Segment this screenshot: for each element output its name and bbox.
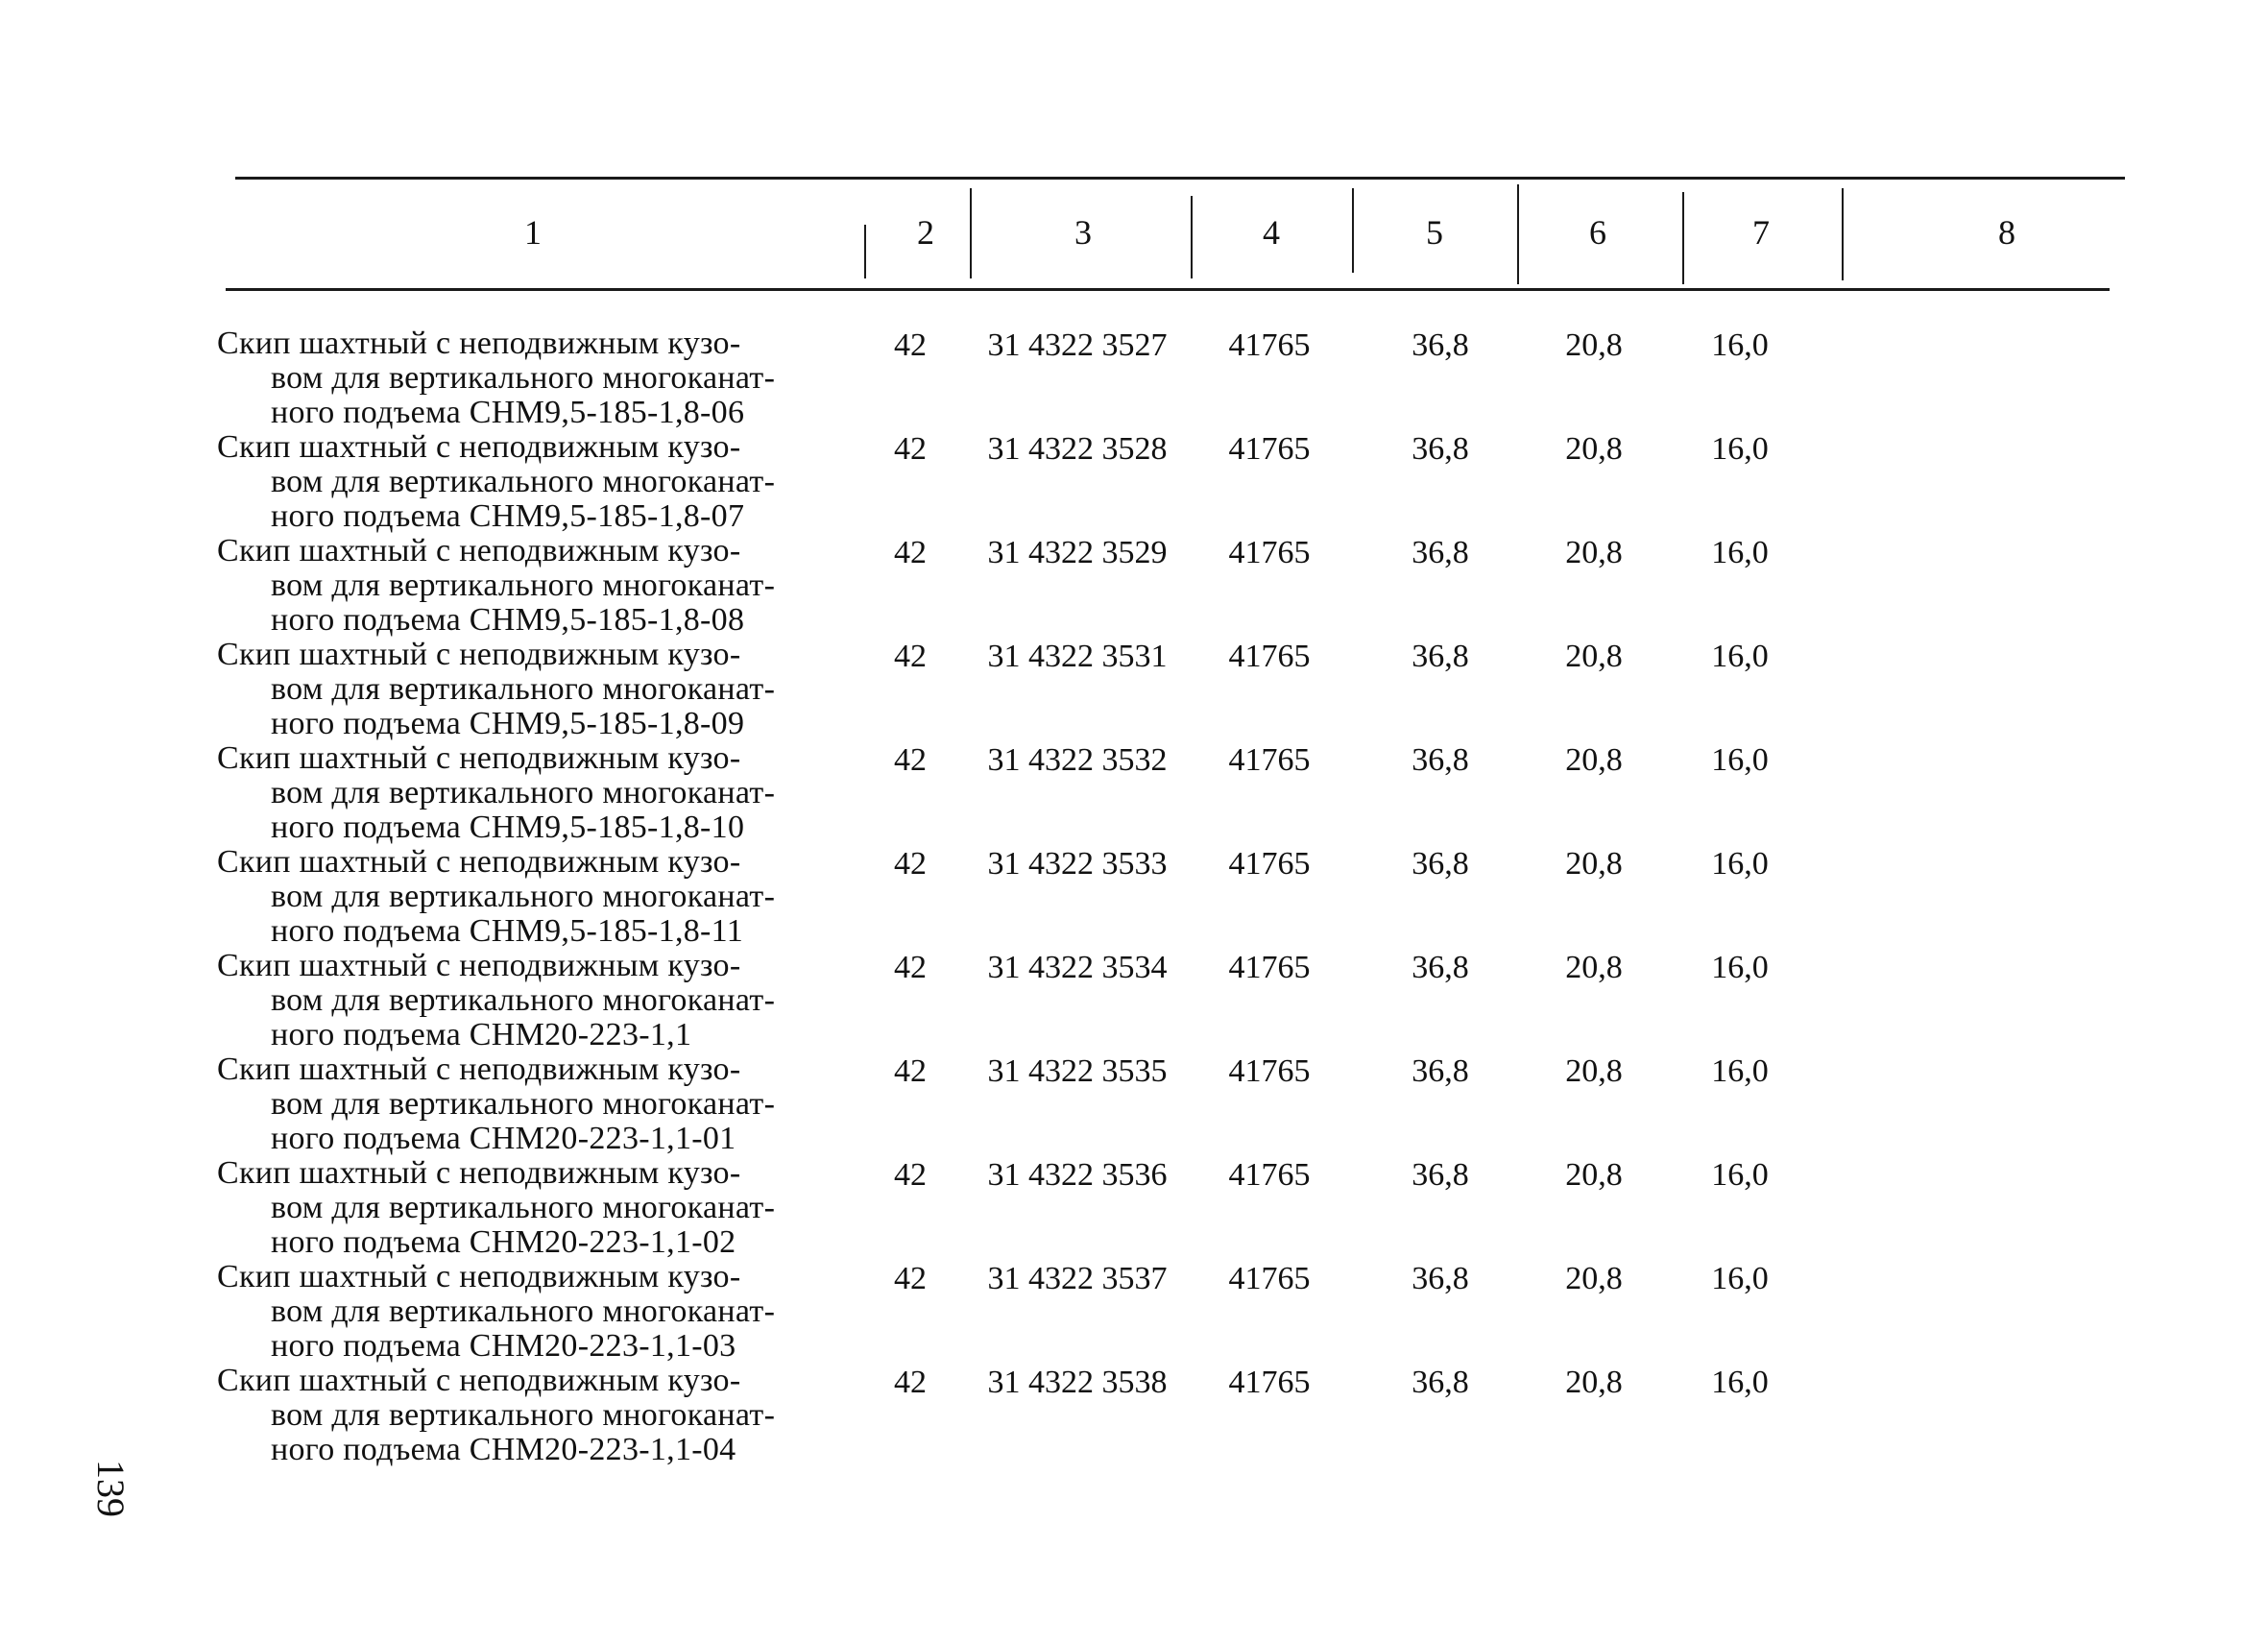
column-header-5: 5 [1426, 213, 1443, 252]
column-separator [1682, 192, 1684, 284]
cell-col4: 41765 [1228, 950, 1311, 985]
column-header-3: 3 [1074, 213, 1092, 252]
cell-col7: 16,0 [1711, 1157, 1769, 1193]
cell-col5: 36,8 [1411, 327, 1469, 363]
cell-col7: 16,0 [1711, 535, 1769, 570]
cell-col4: 41765 [1228, 535, 1311, 570]
cell-col7: 16,0 [1711, 327, 1769, 363]
cell-col3: 31 4322 3538 [987, 1365, 1168, 1400]
column-separator [1517, 184, 1519, 284]
cell-col6: 20,8 [1565, 639, 1623, 674]
item-description: Скип шахтный с неподвижным кузо- вом для вертикального многоканат- ного подъема СНМ20-223-1,1 [217, 948, 776, 1052]
column-header-8: 8 [1998, 213, 2015, 252]
cell-col5: 36,8 [1411, 535, 1469, 570]
cell-col2: 42 [894, 327, 927, 363]
item-description: Скип шахтный с неподвижным кузо- вом для вертикального многоканат- ного подъема СНМ20-223-1,1-02 [217, 1155, 776, 1260]
table-header-rule [226, 288, 2110, 291]
cell-col3: 31 4322 3536 [987, 1157, 1168, 1193]
cell-col6: 20,8 [1565, 535, 1623, 570]
table-row [0, 1260, 2268, 1364]
cell-col6: 20,8 [1565, 1365, 1623, 1400]
cell-col2: 42 [894, 535, 927, 570]
cell-col5: 36,8 [1411, 431, 1469, 467]
cell-col7: 16,0 [1711, 1365, 1769, 1400]
cell-col6: 20,8 [1565, 327, 1623, 363]
cell-col2: 42 [894, 1261, 927, 1296]
table-row [0, 1156, 2268, 1260]
table-row [0, 741, 2268, 845]
cell-col7: 16,0 [1711, 639, 1769, 674]
cell-col4: 41765 [1228, 1053, 1311, 1089]
cell-col4: 41765 [1228, 431, 1311, 467]
cell-col5: 36,8 [1411, 639, 1469, 674]
column-separator [864, 225, 866, 278]
column-header-4: 4 [1263, 213, 1280, 252]
cell-col2: 42 [894, 950, 927, 985]
column-header-2: 2 [917, 213, 934, 252]
item-description: Скип шахтный с неподвижным кузо- вом для вертикального многоканат- ного подъема СНМ9,5-185-1,8-06 [217, 326, 776, 430]
item-description: Скип шахтный с неподвижным кузо- вом для вертикального многоканат- ного подъема СНМ20-223-1,1-03 [217, 1259, 776, 1364]
cell-col7: 16,0 [1711, 1053, 1769, 1089]
cell-col3: 31 4322 3529 [987, 535, 1168, 570]
column-separator [970, 188, 972, 278]
item-description: Скип шахтный с неподвижным кузо- вом для вертикального многоканат- ного подъема СНМ9,5-185-1,8-11 [217, 844, 776, 949]
column-header-1: 1 [524, 213, 542, 252]
cell-col6: 20,8 [1565, 742, 1623, 778]
cell-col4: 41765 [1228, 742, 1311, 778]
cell-col4: 41765 [1228, 639, 1311, 674]
item-description: Скип шахтный с неподвижным кузо- вом для вертикального многоканат- ного подъема СНМ20-223-1,1-01 [217, 1052, 776, 1156]
cell-col7: 16,0 [1711, 1261, 1769, 1296]
column-separator [1352, 188, 1354, 273]
cell-col4: 41765 [1228, 1261, 1311, 1296]
column-header-6: 6 [1589, 213, 1606, 252]
cell-col2: 42 [894, 431, 927, 467]
table-row [0, 1052, 2268, 1156]
cell-col5: 36,8 [1411, 1053, 1469, 1089]
cell-col7: 16,0 [1711, 431, 1769, 467]
cell-col3: 31 4322 3533 [987, 846, 1168, 882]
cell-col6: 20,8 [1565, 1261, 1623, 1296]
cell-col2: 42 [894, 846, 927, 882]
cell-col5: 36,8 [1411, 1157, 1469, 1193]
table-row [0, 638, 2268, 741]
cell-col5: 36,8 [1411, 1261, 1469, 1296]
item-description: Скип шахтный с неподвижным кузо- вом для вертикального многоканат- ного подъема СНМ9,5-185-1,8-07 [217, 429, 776, 534]
cell-col5: 36,8 [1411, 742, 1469, 778]
cell-col3: 31 4322 3532 [987, 742, 1168, 778]
cell-col6: 20,8 [1565, 431, 1623, 467]
cell-col3: 31 4322 3528 [987, 431, 1168, 467]
cell-col7: 16,0 [1711, 950, 1769, 985]
cell-col3: 31 4322 3537 [987, 1261, 1168, 1296]
cell-col5: 36,8 [1411, 846, 1469, 882]
cell-col6: 20,8 [1565, 846, 1623, 882]
column-separator [1191, 196, 1193, 278]
item-description: Скип шахтный с неподвижным кузо- вом для вертикального многоканат- ного подъема СНМ9,5-185-1,8-10 [217, 740, 776, 845]
cell-col3: 31 4322 3527 [987, 327, 1168, 363]
cell-col2: 42 [894, 742, 927, 778]
cell-col2: 42 [894, 639, 927, 674]
item-description: Скип шахтный с неподвижным кузо- вом для вертикального многоканат- ного подъема СНМ9,5-185-1,8-09 [217, 637, 776, 741]
table-top-rule [235, 177, 2125, 180]
cell-col4: 41765 [1228, 327, 1311, 363]
table-row [0, 326, 2268, 430]
page-number: 139 [89, 1460, 133, 1517]
item-description: Скип шахтный с неподвижным кузо- вом для вертикального многоканат- ного подъема СНМ20-223-1,1-04 [217, 1363, 776, 1467]
cell-col4: 41765 [1228, 846, 1311, 882]
cell-col5: 36,8 [1411, 1365, 1469, 1400]
cell-col7: 16,0 [1711, 742, 1769, 778]
table-row [0, 534, 2268, 638]
cell-col2: 42 [894, 1365, 927, 1400]
table-row [0, 430, 2268, 534]
cell-col3: 31 4322 3534 [987, 950, 1168, 985]
cell-col6: 20,8 [1565, 1053, 1623, 1089]
cell-col3: 31 4322 3535 [987, 1053, 1168, 1089]
cell-col6: 20,8 [1565, 950, 1623, 985]
cell-col6: 20,8 [1565, 1157, 1623, 1193]
column-header-7: 7 [1752, 213, 1770, 252]
column-separator [1842, 188, 1844, 280]
table-row [0, 949, 2268, 1052]
cell-col7: 16,0 [1711, 846, 1769, 882]
cell-col4: 41765 [1228, 1365, 1311, 1400]
table-row [0, 845, 2268, 949]
cell-col2: 42 [894, 1053, 927, 1089]
table-row [0, 1364, 2268, 1467]
cell-col5: 36,8 [1411, 950, 1469, 985]
cell-col4: 41765 [1228, 1157, 1311, 1193]
cell-col3: 31 4322 3531 [987, 639, 1168, 674]
item-description: Скип шахтный с неподвижным кузо- вом для вертикального многоканат- ного подъема СНМ9,5-185-1,8-08 [217, 533, 776, 638]
cell-col2: 42 [894, 1157, 927, 1193]
